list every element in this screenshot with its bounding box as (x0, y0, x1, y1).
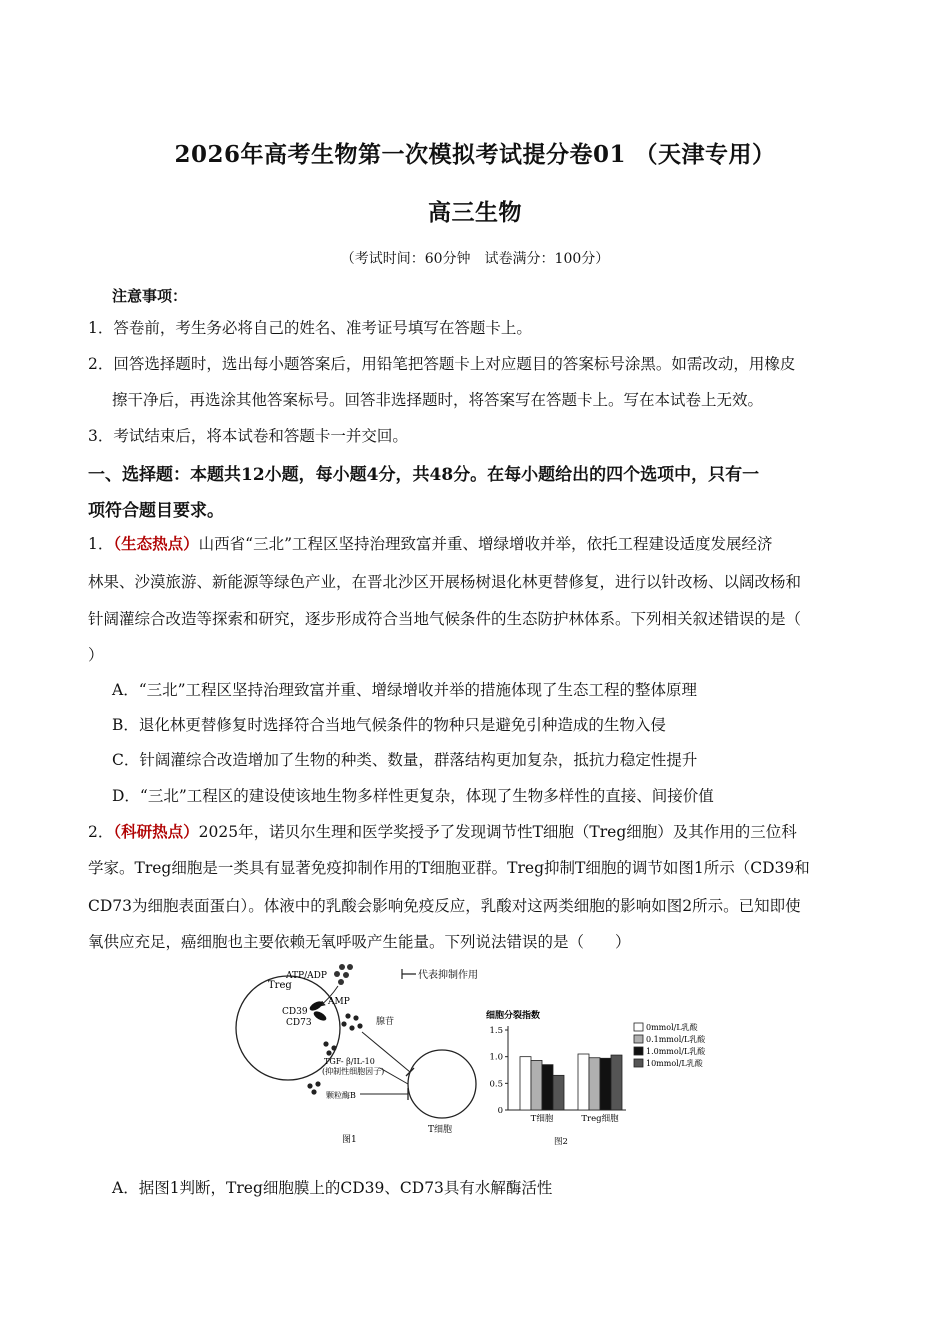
question-number: 1． (88, 535, 114, 553)
question-tag: （科研热点） (113, 822, 199, 841)
cd73-label: CD73 (286, 1018, 312, 1028)
figure-2-label: 图2 (554, 1137, 568, 1146)
legend-label: 10mmol/L乳酸 (646, 1059, 703, 1068)
option-c: C．针阔灌综合改造增加了生物的种类、数量，群落结构更加复杂，抵抗力稳定性提升 (112, 751, 698, 769)
notice-item-1: 1．答卷前，考生务必将自己的姓名、准考证号填写在答题卡上。 (88, 319, 532, 337)
tgf-label: TGF- β/IL-10 (324, 1057, 375, 1066)
cd73-enzyme (312, 1009, 328, 1022)
question-stem: 山西省“三北”工程区坚持治理致富并重、增绿增收并举，依托工程建设适度发展经济 (198, 535, 773, 553)
legend-label: 0mmol/L乳酸 (646, 1023, 698, 1032)
atp-molecules (334, 964, 353, 985)
cd39-enzyme (308, 999, 324, 1012)
y-tick-label: 1.0 (489, 1052, 503, 1063)
question-2-line4: 氧供应充足，癌细胞也主要依赖无氧呼吸产生能量。下列说法错误的是（ ） (88, 933, 631, 951)
question-number: 2． (88, 823, 114, 841)
suppressor-label: (抑制性细胞因子) (322, 1067, 385, 1076)
inhibit-line-adenosine (362, 1032, 410, 1072)
question-1-line4: ） (88, 646, 104, 664)
chart-legend (634, 1022, 706, 1068)
bar (589, 1058, 600, 1110)
question-stem: 2025年，诺贝尔生理和医学奖授予了发现调节性T细胞（Treg细胞）及其作用的三位科 (198, 823, 797, 841)
question-tag: （生态热点） (113, 534, 199, 553)
cytokine-molecules (323, 1041, 336, 1055)
q2-option-a: A．据图1判断，Treg细胞膜上的CD39、CD73具有水解酶活性 (112, 1179, 553, 1197)
t-cell-label: T细胞 (428, 1125, 453, 1135)
y-tick-label: 0 (497, 1106, 503, 1116)
bar (553, 1075, 564, 1110)
option-d: D．“三北”工程区的建设使该地生物多样性更复杂，体现了生物多样性的直接、间接价值 (112, 787, 714, 805)
legend-swatch (634, 1023, 643, 1031)
question-1-line3: 针阔灌综合改造等探索和研究，逐步形成符合当地气候条件的生态防护林体系。下列相关叙述错误的是（ (88, 610, 802, 628)
question-2-line3: CD73为细胞表面蛋白）。体液中的乳酸会影响免疫反应，乳酸对这两类细胞的影响如图2所示。已知即使 (88, 897, 801, 915)
figure-1-diagram (230, 960, 490, 1150)
section-heading-line1: 一、选择题：本题共12小题，每小题4分，共48分。在每小题给出的四个选项中，只有一 (88, 465, 760, 485)
y-tick-label: 0.5 (489, 1079, 503, 1090)
bar (531, 1060, 542, 1110)
y-tick-label: 1.5 (489, 1026, 503, 1036)
legend-swatch (634, 1035, 643, 1043)
bar (611, 1055, 622, 1110)
page-subtitle: 高三生物 (428, 199, 522, 226)
inhibit-legend-icon (402, 969, 416, 979)
figure-2-chart (480, 1004, 720, 1146)
bar (542, 1065, 553, 1110)
atp-adp-label: ATP/ADP (286, 971, 327, 981)
page-title: 2026年高考生物第一次模拟考试提分卷01 （天津专用） (174, 141, 776, 168)
bar (520, 1057, 531, 1110)
x-tick-label: Treg细胞 (581, 1114, 619, 1124)
bar (600, 1058, 611, 1110)
granzyme-molecules (307, 1081, 320, 1094)
question-2-line2: 学家。Treg细胞是一类具有显著免疫抑制作用的T细胞亚群。Treg抑制T细胞的调节如图1所示（CD39和 (88, 859, 810, 877)
option-b: B．退化林更替修复时选择符合当地气候条件的物种只是避免引种造成的生物入侵 (112, 716, 666, 734)
question-1-line1 (88, 534, 773, 554)
treg-label: Treg (268, 980, 292, 991)
granzyme-label: 颗粒酶B (326, 1091, 356, 1100)
question-2-line1 (88, 822, 797, 842)
legend-label: 1.0mmol/L乳酸 (646, 1047, 706, 1056)
question-1-line2: 林果、沙漠旅游、新能源等绿色产业，在晋北沙区开展杨树退化林更替修复，进行以针改杨、以阔改杨和 (88, 573, 802, 591)
figure-1-label: 图1 (342, 1135, 357, 1145)
notice-item-2-cont: 擦干净后，再选涂其他答案标号。回答非选择题时，将答案写在答题卡上。写在本试卷上无效。 (112, 391, 764, 409)
adenosine-molecules (341, 1013, 362, 1030)
amp-label: AMP (328, 997, 350, 1007)
adenosine-label: 腺苷 (376, 1017, 395, 1027)
bar (578, 1054, 589, 1110)
legend-label: 0.1mmol/L乳酸 (646, 1035, 706, 1044)
cd39-label: CD39 (282, 1007, 308, 1017)
notice-item-2: 2．回答选择题时，选出每小题答案后，用铅笔把答题卡上对应题目的答案标号涂黑。如需改动，用橡皮 (88, 355, 796, 373)
chart-bars (520, 1054, 622, 1110)
section-heading-line2: 项符合题目要求。 (88, 501, 224, 521)
notice-heading: 注意事项： (112, 287, 188, 305)
inhibit-legend-label: 代表抑制作用 (418, 970, 478, 981)
notice-item-3: 3．考试结束后，将本试卷和答题卡一并交回。 (88, 427, 408, 445)
t-cell (408, 1050, 476, 1118)
x-tick-label: T细胞 (530, 1114, 554, 1124)
option-a: A．“三北”工程区坚持治理致富并重、增绿增收并举的措施体现了生态工程的整体原理 (112, 681, 698, 699)
legend-swatch (634, 1059, 643, 1067)
exam-info: （考试时间：60分钟 试卷满分：100分） (340, 251, 610, 267)
legend-swatch (634, 1047, 643, 1055)
chart-title: 细胞分裂指数 (486, 1011, 541, 1021)
